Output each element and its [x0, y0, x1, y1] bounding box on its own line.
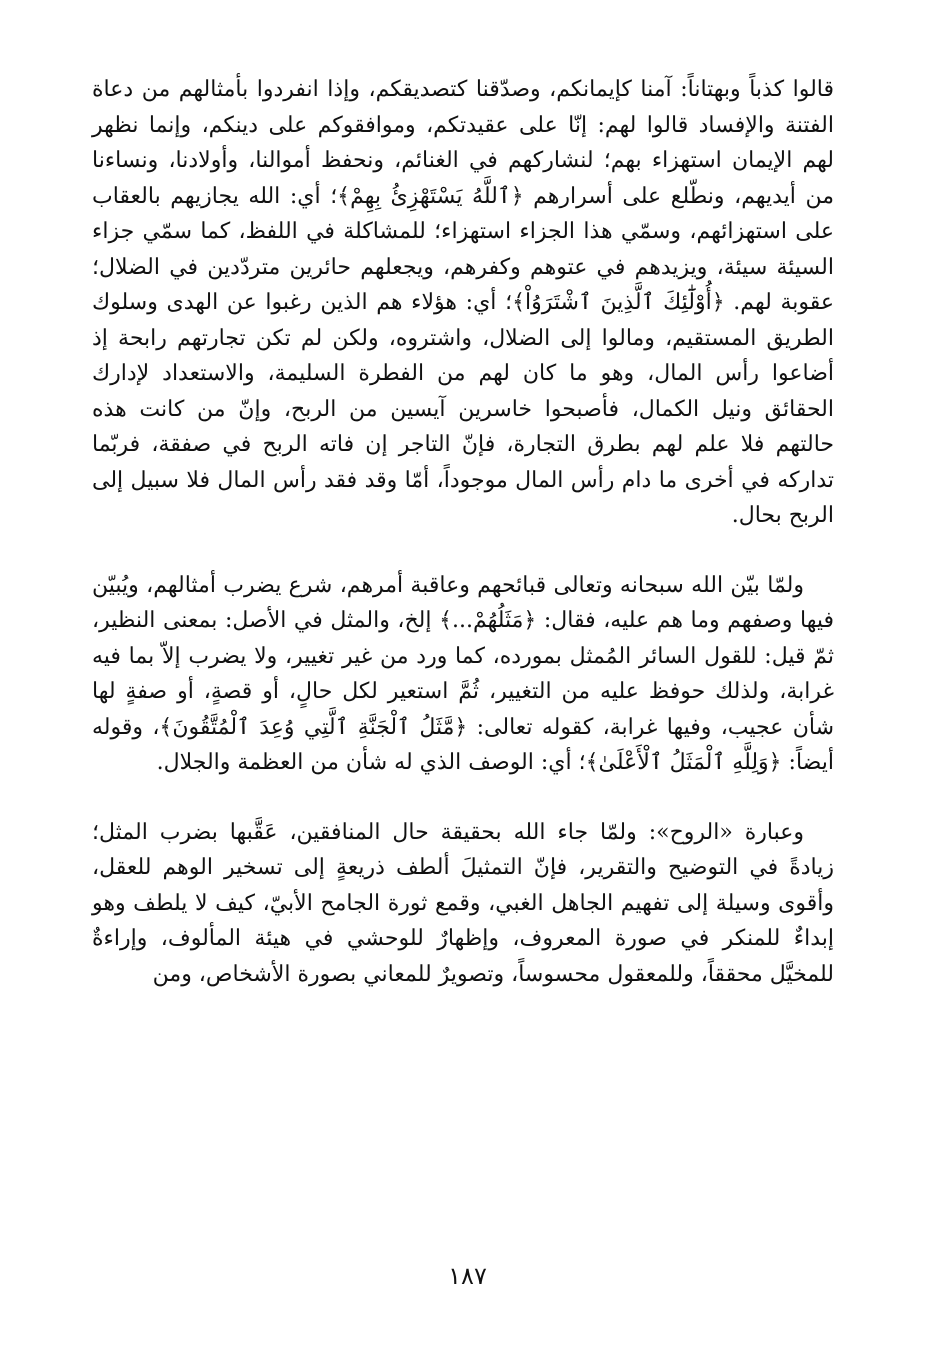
page-number: ١٨٧ — [448, 1262, 487, 1290]
page-body — [92, 72, 834, 992]
paragraph-3: وعبارة «الروح»: ولمّا جاء الله بحقيقة حال المنافقين، عَقَّبها بضرب المثل؛ زيادةً في التوضيح والتقرير، فإنّ التمثيلَ ألطف ذريعةٍ إلى تسخير الوهم للعقل، وأقوى وسيلة إلى تفهيم الجاهل الغبي، وقمع ثورة الجامح الأبيّ، كيف لا يلطف وهو إبداءٌ للمنكر في صورة المعروف، وإظهارٌ للوحشي في هيئة المألوف، وإراءةٌ للمخيَّل محققاً، وللمعقول محسوساً، وتصويرٌ للمعاني بصورة الأشخاص، ومن — [92, 819, 834, 987]
paragraph-2: ولمّا بيّن الله سبحانه وتعالى قبائحهم وعاقبة أمرهم، شرع يضرب أمثالهم، ويُبيّن فيها وصفهم وما هم عليه، فقال: ﴿مَثَلُهُمْ...﴾ إلخ، والمثل في الأصل: بمعنى النظير، ثمّ قيل: للقول السائر المُمثل بمورده، كما ورد من غير تغيير، ولا يضرب إلاّ بما فيه غرابة، ولذلك حوفظ عليه من التغيير، ثُمَّ استعير لكل حالٍ، أو قصةٍ، أو صفةٍ لها شأن عجيب، وفيها غرابة، كقوله تعالى: ﴿مَّثَلُ ٱلْجَنَّةِ ٱلَّتِي وُعِدَ ٱلْمُتَّقُونَ﴾، وقوله أيضاً: ﴿وَلِلَّهِ ٱلْمَثَلُ ٱلْأَعْلَىٰ﴾؛ أي: الوصف الذي له شأن من العظمة والجلال. — [92, 572, 834, 775]
paragraph-1: قالوا كذباً وبهتاناً: آمنا كإيمانكم، وصدّقنا كتصديقكم، وإذا انفردوا بأمثالهم من دعاة الفتنة والإفساد قالوا لهم: إنّا على عقيدتكم، وموافقوكم على دينكم، وإنما نظهر لهم الإيمان استهزاء بهم؛ لنشاركهم في الغنائم، ونحفظ أموالنا، وأولادنا، ونساءنا من أيديهم، ونطّلع على أسرارهم ﴿ٱللَّهُ يَسْتَهْزِئُ بِهِمْ﴾؛ أي: الله يجازيهم بالعقاب على استهزائهم، وسمّي هذا الجزاء استهزاء؛ للمشاكلة في اللفظ، كما سمّي جزاء السيئة سيئة، ويزيدهم في عتوهم وكفرهم، ويجعلهم حائرين متردّدين في الضلال؛ عقوبة لهم. ﴿أُوْلَٰٓئِكَ ٱلَّذِينَ ٱشْتَرَوُاْ﴾؛ أي: هؤلاء هم الذين رغبوا عن الهدى وسلوك الطريق المستقيم، ومالوا إلى الضلال، واشتروه، ولكن لم تكن تجارتهم رابحة إذ أضاعوا رأس المال، وهو ما كان لهم من الفطرة السليمة، والاستعداد لإدارك الحقائق ونيل الكمال، فأصبحوا خاسرين آيسين من الربح، وإنّ من كانت هذه حالتهم فلا علم لهم بطرق التجارة، فإنّ التاجر إن فاته الربح في صفقة، فربّما تداركه في أخرى ما دام رأس المال موجوداً، أمّا وقد فقد رأس المال فلا سبيل إلى الربح بحال. — [92, 77, 834, 528]
